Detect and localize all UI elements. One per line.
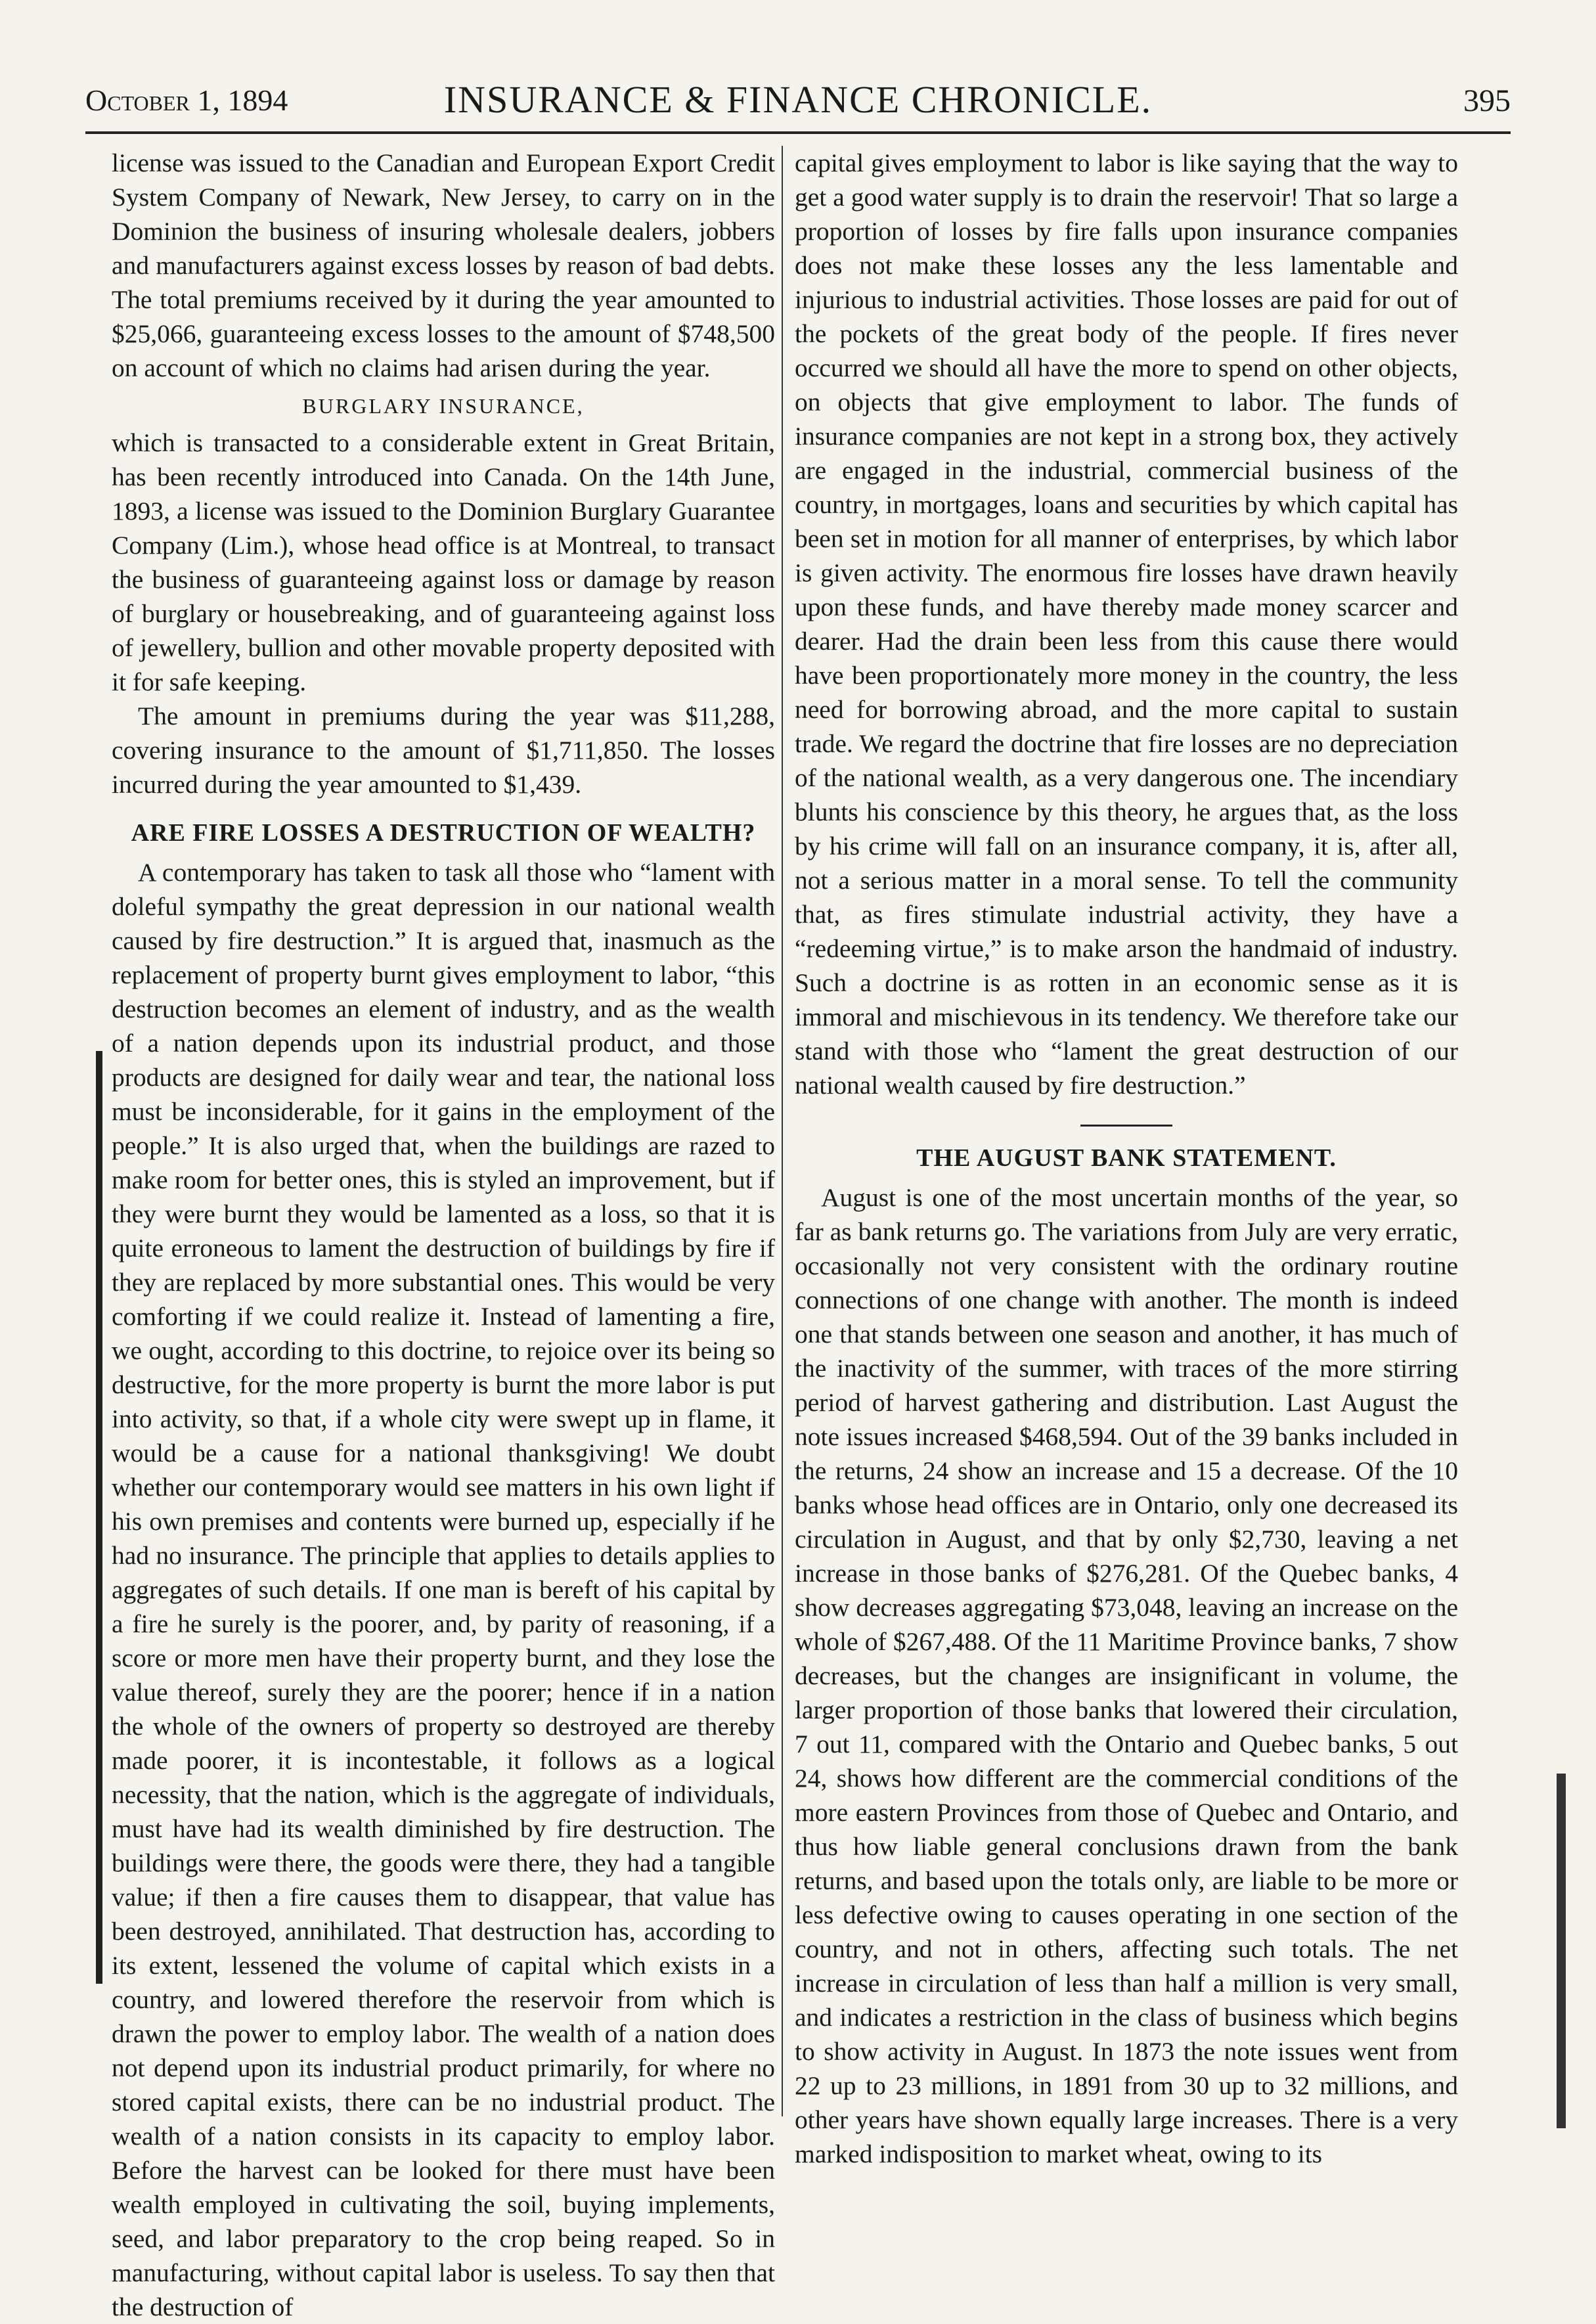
article-heading-fire-losses: ARE FIRE LOSSES A DESTRUCTION OF WEALTH? [131,819,756,847]
section-rule [1080,1125,1172,1127]
article-heading-bank-statement: THE AUGUST BANK STATEMENT. [916,1144,1337,1172]
scan-edge-right [1557,1774,1566,2128]
column-divider [782,146,783,2116]
column-left [112,146,775,2324]
paragraph-burglary: which is transacted to a considerable extent in Great Britain, has been recently introduced into Canada. On the 14th June, 1893, a license was issued to the Dominion Burglary Guarantee Company (Lim.), whose head office is at Montreal, to transact the business of guaranteeing against loss or damage by reason of burglary or housebreaking, and of guaranteeing against loss of jewellery, bullion and other movable property deposited with it for safe keeping. [112,428,775,696]
paragraph-premiums: The amount in premiums during the year was $11,288, covering insurance to the amount of $1,711,850. The losses incurred during the year amounted to $1,439. [112,702,775,799]
page-number: 395 [1463,83,1511,118]
column-right [795,146,1458,2171]
issue-date: October 1, 1894 [85,83,288,117]
header-rule [85,131,1511,134]
paragraph-fire-losses-cont: capital gives employment to labor is like saying that the way to get a good water supply is to drain the reservoir! That so large a proportion of losses by fire falls upon insurance companies does not make these losses any the less lamentable and injurious to industrial activities. Those losses are paid for out of the pockets of the great body of the people. If fires never occurred we should all have the more to spend on other objects, on objects that give employment to labor. The funds of insurance companies are not kept in a strong box, they actively are engaged in the industrial, commercial business of the country, in mortgages, loans and securities by which capital has been set in motion for all manner of enterprises, by which labor is given activity. The enormous fire losses have drawn heavily upon these funds, and have thereby made money scarcer and dearer. Had the drain been less from this cause there would have been proportionately more money in the country, the less need for borrowing abroad, and the more capital to sustain trade. We regard the doctrine that fire losses are no depreciation of the national wealth, as a very dangerous one. The incendiary blunts his conscience by this theory, he argues that, as the loss by his crime will fall on an insurance company, it is, after all, not a serious matter in a moral sense. To tell the community that, as fires stimulate industrial activity, they have a “redeeming virtue,” is to make arson the handmaid of industry. Such a doctrine is as rotten in an economic sense as it is immoral and mischievous in its tendency. We therefore take our stand with those who “lament the great destruction of our national wealth caused by fire destruction.” [795,148,1458,1100]
scan-edge-left [96,1051,102,1984]
paragraph-bank-statement: August is one of the most uncertain months of the year, so far as bank returns go. The variations from July are very erratic, occasionally not very consistent with the ordinary routine connections of one change with another. The month is indeed one that stands between one season and another, it has much of the inactivity of the summer, with traces of the more stirring period of harvest gathering and distribution. Last August the note issues increased $468,594. Out of the 39 banks included in the returns, 24 show an increase and 15 a decrease. Of the 10 banks whose head offices are in Ontario, only one decreased its circulation in August, and that by only $2,730, leaving a net increase in those banks of $276,281. Of the Quebec banks, 4 show decreases aggregating $73,048, leaving an increase on the whole of $267,488. Of the 11 Maritime Province banks, 7 show decreases, but the changes are insignificant in volume, the larger proportion of those banks that lowered their circulation, 7 out 11, compared with the Ontario and Quebec banks, 5 out 24, shows how different are the commercial conditions of the more eastern Provinces from those of Quebec and Ontario, and thus how liable general conclusions drawn from the bank returns, and based upon the totals only, are liable to be more or less defective owing to causes operating in one section of the country, and not in others, affecting such totals. The net increase in circulation of less than half a million is very small, and indicates a restriction in the class of business which begins to show activity in August. In 1873 the note issues went from 22 up to 23 millions, in 1891 from 30 up to 32 millions, and other years have shown equally large increases. There is a very marked indisposition to market wheat, owing to its [795,1183,1458,2168]
paragraph-license: license was issued to the Canadian and European Export Credit System Company of Newark, New Jersey, to carry on in the Dominion the business of insuring wholesale dealers, jobbers and manufacturers against excess losses by reason of bad debts. The total premiums received by it during the year amounted to $25,066, guaranteeing excess losses to the amount of $748,500 on account of which no claims had arisen during the year. [112,148,775,382]
paragraph-fire-losses: A contemporary has taken to task all those who “lament with doleful sympathy the great depression in our national wealth caused by fire destruction.” It is argued that, inasmuch as the replacement of property burnt gives employment to labor, “this destruction becomes an element of industry, and as the wealth of a nation depends upon its industrial product, and those products are designed for daily wear and tear, the national loss must be inconsiderable, for it gains in the employment of the people.” It is also urged that, when the buildings are razed to make room for better ones, this is styled an improvement, but if they were burnt they would be lamented as a loss, so that it is quite erroneous to lament the destruction of buildings by fire if they are replaced by more substantial ones. This would be very comforting if we could realize it. Instead of lamenting a fire, we ought, according to this doctrine, to rejoice over its being so destructive, for the more property is burnt the more labor is put into activity, so that, if a whole city were swept up in flame, it would be a cause for a national thanksgiving! We doubt whether our contemporary would see matters in his own light if his own premises and contents were burned up, especially if he had no insurance. The principle that applies to details applies to aggregates of such details. If one man is bereft of his capital by a fire he surely is the poorer, and, by parity of reasoning, if a score or more men have their property burnt, and they lose the value thereof, surely they are the poorer; hence if in a nation the whole of the owners of property so destroyed are thereby made poorer, it is incontestable, it follows as a logical necessity, that the nation, which is the aggregate of individuals, must have had its wealth diminished by fire destruction. The buildings were there, the goods were there, they had a tangible value; if then a fire causes them to disappear, that value has been destroyed, annihilated. That destruction has, according to its extent, lessened the volume of capital which exists in a country, and lowered therefore the reservoir from which is drawn the power to employ labor. The wealth of a nation does not depend upon its industrial product primarily, for where no stored capital exists, there can be no industrial product. The wealth of a nation consists in its capacity to employ labor. Before the harvest can be looked for there must have been wealth employed in cultivating the soil, buying implements, seed, and labor preparatory to the crop being reaped. So in manufacturing, without capital labor is useless. To say then that the destruction of [112,858,775,2321]
page-header [85,78,1511,130]
publication-title: INSURANCE & FINANCE CHRONICLE. [443,78,1153,121]
subheading-burglary-insurance: BURGLARY INSURANCE, [302,394,585,418]
